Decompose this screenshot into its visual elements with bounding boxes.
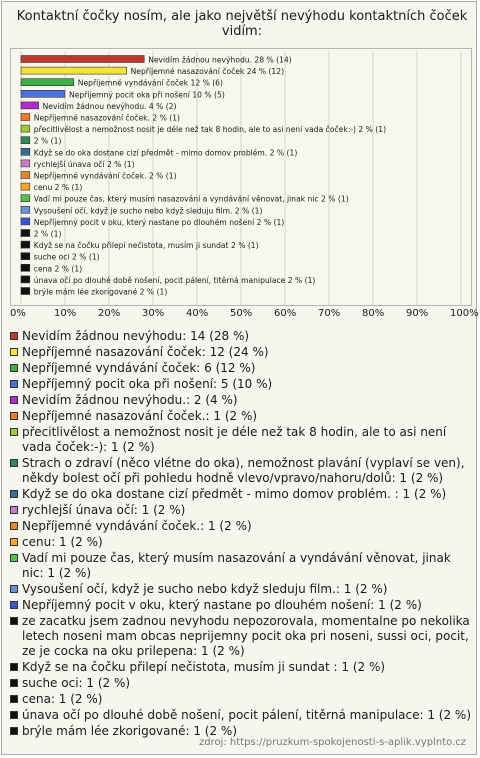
- x-tick-label: 70%: [318, 308, 341, 319]
- legend-label: cena: 1 (2 %): [22, 692, 103, 706]
- legend-label: Když se do oka dostane cizí předmět - mimo domov problém. : 1 (2 %): [22, 487, 447, 501]
- legend-label: Nepříjemný pocit oka při nošení: 5 (10 %): [22, 377, 273, 391]
- legend-item: [10, 614, 474, 659]
- legend-item: [10, 393, 474, 408]
- legend-label: brýle mám lée zkorigované: 1 (2 %): [22, 724, 237, 738]
- bar-label: Vadí mi pouze čas, který musím nasazování a vyndávání věnovat, jinak nic 2 % (1): [33, 194, 349, 204]
- legend-label: Když se na čočku přilepí nečistota, musím ji sundat : 1 (2 %): [22, 660, 386, 674]
- bar-label: Nepříjemný pocit v oku, který nastane po dlouhém nošení 2 % (1): [33, 217, 285, 227]
- bar-label: Nepříjemný pocit oka při nošení 10 % (5): [69, 90, 225, 100]
- legend-swatch: [10, 538, 18, 546]
- bar: [21, 288, 30, 295]
- bar-label: brýle mám lée zkorigované 2 % (1): [33, 287, 168, 297]
- legend-item: [10, 377, 474, 392]
- bar: [21, 125, 30, 132]
- bar-label: Nepříjemné nasazování čoček. 2 % (1): [33, 113, 181, 123]
- legend-swatch: [10, 364, 18, 372]
- bar-label: 2 % (1): [33, 136, 62, 146]
- bar-label: Vysoušení očí, když je sucho nebo když sleduju film. 2 % (1): [33, 206, 263, 216]
- legend-item: [10, 519, 474, 534]
- plot-area: [10, 48, 472, 306]
- legend-label: Nevidím žádnou nevýhodu: 14 (28 %): [22, 329, 250, 343]
- bar: [21, 90, 65, 97]
- legend-item: [10, 409, 474, 424]
- x-tick-label: 40%: [186, 308, 209, 319]
- legend-label: Nevidím žádnou nevýhodu.: 2 (4 %): [22, 393, 238, 407]
- chart-frame: [1, 1, 477, 755]
- x-tick-label: 80%: [362, 308, 385, 319]
- legend-swatch: [10, 585, 18, 593]
- x-tick-label: 10%: [54, 308, 77, 319]
- legend-label: Nepříjemné vyndávání čoček: 6 (12 %): [22, 361, 256, 375]
- bar: [21, 195, 30, 202]
- legend-swatch: [10, 380, 18, 388]
- legend-label: Nepříjemné nasazování čoček: 12 (24 %): [22, 345, 269, 359]
- legend-swatch: [10, 601, 18, 609]
- bar-label: Nevidím žádnou nevýhodu. 4 % (2): [42, 101, 177, 111]
- legend-label: Vysoušení očí, když je sucho nebo když sleduju film.: 1 (2 %): [22, 582, 388, 596]
- legend-label: ze zacatku jsem zadnou nevyhodu nepozorovala, momentalne po nekolika letech noseni mam obcas neprijemny pocit oka pri noseni, sussi oci, pocit, ze je cocka na oku prilepena: 1 (2 %): [22, 614, 470, 658]
- legend-swatch: [10, 459, 18, 467]
- x-tick-label: 20%: [98, 308, 121, 319]
- legend-item: [10, 425, 474, 455]
- bar: [21, 230, 30, 237]
- bar: [21, 183, 30, 190]
- chart-title: Kontaktní čočky nosím, ale jako největší nevýhodu kontaktních čoček vidím:: [16, 9, 468, 39]
- x-tick-label: 30%: [142, 308, 165, 319]
- legend-item: [10, 329, 474, 344]
- bar-chart-svg: [11, 49, 473, 307]
- legend-swatch: [10, 412, 18, 420]
- bar-label: přecitlivělost a nemožnost nosit je déle než tak 8 hodin, ale to asi není vada čoček:-) 2 % (1): [33, 125, 387, 135]
- legend-label: přecitlivělost a nemožnost nosit je déle než tak 8 hodin, ale to asi není vada čoček:-): 1 (2 %): [22, 425, 447, 454]
- bar: [21, 67, 127, 74]
- bar-label: 2 % (1): [33, 229, 62, 239]
- bar-label: Když se na čočku přilepí nečistota, musím ji sundat 2 % (1): [33, 241, 259, 251]
- bar: [21, 253, 30, 260]
- legend-swatch: [10, 617, 18, 625]
- legend-item: [10, 598, 474, 613]
- legend-swatch: [10, 522, 18, 530]
- bar: [21, 276, 30, 283]
- bar: [21, 264, 30, 271]
- legend-label: suche oci: 1 (2 %): [22, 676, 131, 690]
- bar-label: Nepříjemné nasazování čoček 24 % (12): [130, 67, 285, 77]
- legend-swatch: [10, 554, 18, 562]
- bar: [21, 172, 30, 179]
- legend-item: [10, 676, 474, 691]
- bar: [21, 148, 30, 155]
- legend-item: [10, 708, 474, 723]
- bar: [21, 56, 144, 63]
- legend-label: Nepříjemné nasazování čoček.: 1 (2 %): [22, 409, 258, 423]
- bar-label: Nepříjemné vyndávání čoček 12 % (6): [77, 78, 223, 88]
- legend-label: Strach o zdraví (něco vlétne do oka), nemožnost plavání (vyplaví se ven), někdy bolest očí při pohledu hodně vlevo/vpravo/nahoru/dolů: 1 (2 %): [22, 456, 465, 485]
- legend-item: [10, 503, 474, 518]
- bar: [21, 102, 39, 109]
- bar-label: únava očí po dlouhé době nošení, pocit pálení, titěrná manipulace 2 % (1): [33, 275, 316, 285]
- legend-swatch: [10, 679, 18, 687]
- x-tick-label: 0%: [10, 308, 26, 319]
- legend-item: [10, 582, 474, 597]
- legend-swatch: [10, 490, 18, 498]
- legend-label: Nepříjemný pocit v oku, který nastane po dlouhém nošení: 1 (2 %): [22, 598, 422, 612]
- x-tick-label: 50%: [230, 308, 253, 319]
- bar: [21, 114, 30, 121]
- legend-item: [10, 692, 474, 707]
- legend-swatch: [10, 332, 18, 340]
- legend-swatch: [10, 695, 18, 703]
- bar: [21, 160, 30, 167]
- legend-item: [10, 345, 474, 360]
- legend-label: cenu: 1 (2 %): [22, 535, 103, 549]
- legend-label: Nepříjemné vyndávání čoček.: 1 (2 %): [22, 519, 252, 533]
- legend-swatch: [10, 428, 18, 436]
- legend: [10, 329, 474, 740]
- legend-item: [10, 535, 474, 550]
- x-tick-label: 60%: [274, 308, 297, 319]
- bar: [21, 206, 30, 213]
- x-tick-label: 100%: [450, 308, 479, 319]
- bar: [21, 137, 30, 144]
- bar-label: cena 2 % (1): [33, 264, 83, 274]
- bar-label: Nevidím žádnou nevýhodu. 28 % (14): [148, 55, 292, 65]
- bar: [21, 79, 74, 86]
- legend-label: únava očí po dlouhé době nošení, pocit pálení, titěrná manipulace: 1 (2 %): [22, 708, 472, 722]
- legend-item: [10, 487, 474, 502]
- legend-swatch: [10, 506, 18, 514]
- legend-item: [10, 361, 474, 376]
- source-credit: zdroj: https://pruzkum-spokojenosti-s-aplik.vyplnto.cz: [198, 737, 466, 748]
- bar: [21, 241, 30, 248]
- legend-swatch: [10, 727, 18, 735]
- legend-swatch: [10, 663, 18, 671]
- legend-item: [10, 660, 474, 675]
- x-tick-label: 90%: [406, 308, 429, 319]
- legend-swatch: [10, 348, 18, 356]
- bar-label: suche oci 2 % (1): [33, 252, 100, 262]
- legend-swatch: [10, 396, 18, 404]
- legend-label: Vadí mi pouze čas, který musím nasazování a vyndávání věnovat, jinak nic: 1 (2 %): [22, 551, 451, 580]
- bar-label: Když se do oka dostane cizí předmět - mimo domov problém. 2 % (1): [33, 148, 298, 158]
- legend-item: [10, 551, 474, 581]
- bar-label: rychlejší únava očí 2 % (1): [33, 159, 135, 169]
- legend-swatch: [10, 711, 18, 719]
- x-axis: [10, 308, 479, 322]
- bar-label: Nepříjemné vyndávání čoček. 2 % (1): [33, 171, 177, 181]
- bar-label: cenu 2 % (1): [33, 183, 83, 193]
- legend-item: [10, 456, 474, 486]
- legend-label: rychlejší únava očí: 1 (2 %): [22, 503, 186, 517]
- bar: [21, 218, 30, 225]
